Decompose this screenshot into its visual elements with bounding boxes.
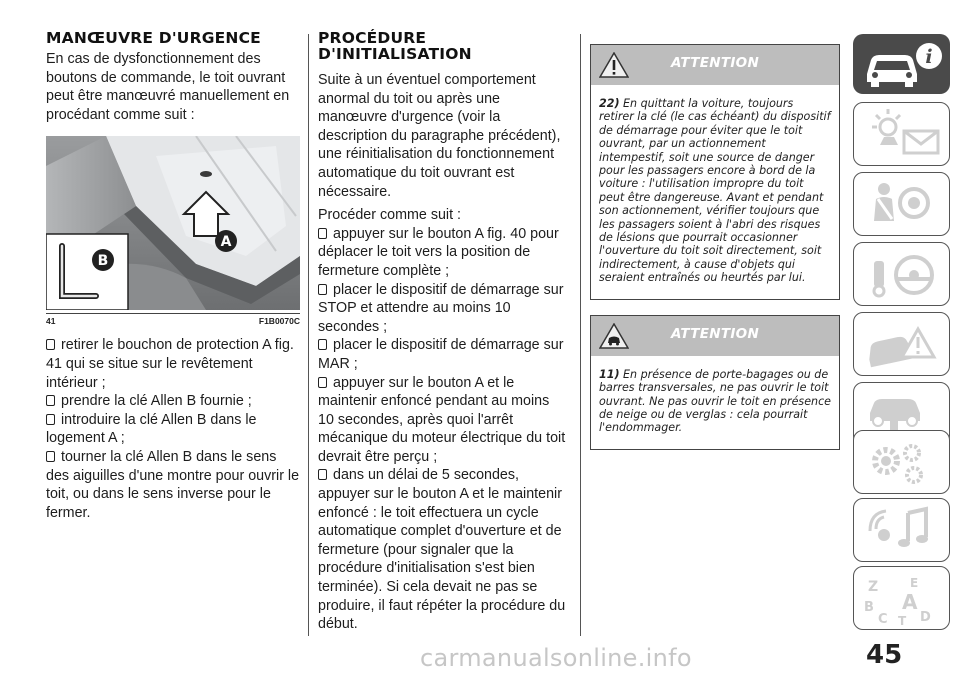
heading-initialisation: PROCÉDURE D'INITIALISATION bbox=[318, 29, 472, 63]
page-number: 45 bbox=[866, 640, 903, 670]
figure-rule bbox=[46, 313, 300, 314]
step-item: dans un délai de 5 secondes, appuyer sur le bouton A et le maintenir enfoncé : le toit effectuera un cycle automatique complet d'ouverture et de fermeture (pour signaler que la procédure d'initialisation s'est bien terminée). Si cela devait ne pas se produire, il faut répéter la procédure du début. bbox=[318, 467, 566, 633]
gears-icon bbox=[854, 431, 948, 492]
step-item: tourner la clé Allen B dans le sens des aiguilles d'une montre pour ouvrir le toit, ou dans le sens inverse pour le fermer. bbox=[46, 448, 300, 521]
column-warnings bbox=[590, 44, 840, 450]
lead-text: Procéder comme suit : bbox=[318, 207, 462, 224]
figure-code: F1B0070C bbox=[258, 316, 300, 327]
step-item: placer le dispositif de démarrage sur STOP et attendre au moins 10 secondes ; bbox=[318, 281, 564, 335]
warning-box-22 bbox=[590, 44, 840, 300]
checkbox-bullet-icon bbox=[46, 339, 55, 350]
step-item: prendre la clé Allen B fournie ; bbox=[46, 392, 300, 411]
svg-text:D: D bbox=[920, 610, 931, 625]
key-steering-icon bbox=[854, 243, 948, 304]
checkbox-bullet-icon bbox=[318, 339, 327, 350]
warning-number: 11) bbox=[599, 367, 620, 381]
warning-header bbox=[591, 45, 839, 85]
column-divider bbox=[580, 34, 581, 636]
multimedia-icon bbox=[854, 499, 948, 560]
checkbox-bullet-icon bbox=[46, 451, 55, 462]
checkbox-bullet-icon bbox=[46, 395, 55, 406]
checkbox-bullet-icon bbox=[46, 414, 55, 425]
step-item: introduire la clé Allen B dans le logement A ; bbox=[46, 411, 257, 447]
column-divider bbox=[308, 34, 309, 636]
warning-box-11 bbox=[590, 315, 840, 450]
tab-starting-driving[interactable] bbox=[853, 242, 950, 306]
heading-emergency-operation: MANŒUVRE D'URGENCE bbox=[46, 29, 261, 47]
warning-header bbox=[591, 316, 839, 356]
step-item: appuyer sur le bouton A et le maintenir enfoncé pendant au moins 10 secondes, après quoi l'arrêt mécanique du moteur électrique du toit devrait être perçu ; bbox=[318, 374, 566, 465]
intro-paragraph: En cas de dysfonctionnement des boutons de commande, le toit ouvrant peut être manœuvré manuellement en procédant comme suit : bbox=[46, 51, 290, 123]
tab-car-info[interactable] bbox=[853, 34, 950, 94]
column-initialisation bbox=[318, 30, 566, 634]
checkbox-bullet-icon bbox=[318, 469, 327, 480]
svg-text:T: T bbox=[898, 614, 907, 628]
figure-caption bbox=[46, 316, 300, 326]
tab-emergency[interactable] bbox=[853, 312, 950, 376]
warning-text: 11) En présence de porte-bagages ou de barres transversales, ne pas ouvrir le toit ouvrant. Ne pas ouvrir le toit en présence de neige ou de verglas : cela pourrait l'endommager. bbox=[599, 367, 831, 435]
dashboard-lights-icon bbox=[854, 103, 948, 164]
warning-title: ATTENTION bbox=[670, 325, 760, 342]
tab-technical-data[interactable] bbox=[853, 430, 950, 494]
checkbox-bullet-icon bbox=[318, 228, 327, 239]
step-item: retirer le bouchon de protection A fig. 41 qui se situe sur le revêtement intérieur ; bbox=[46, 337, 294, 391]
car-emergency-icon bbox=[854, 313, 948, 374]
svg-text:B: B bbox=[864, 600, 874, 615]
figure-41 bbox=[46, 136, 300, 310]
checkbox-bullet-icon bbox=[318, 377, 327, 388]
seatbelt-airbag-icon bbox=[854, 173, 948, 234]
tab-warning-lights[interactable] bbox=[853, 102, 950, 166]
tab-safety[interactable] bbox=[853, 172, 950, 236]
car-info-icon bbox=[853, 34, 950, 94]
checkbox-bullet-icon bbox=[318, 284, 327, 295]
alphabet-index-icon bbox=[854, 567, 948, 628]
svg-text:A: A bbox=[902, 590, 918, 614]
figure-label-b: B bbox=[97, 253, 109, 270]
warning-title: ATTENTION bbox=[670, 55, 760, 71]
column-emergency-operation bbox=[46, 30, 300, 522]
warning-text: 22) En quittant la voiture, toujours retirer la clé (le cas échéant) du dispositif de démarrage pour éviter que le toit ouvrant, par un actionnement intempestif, soit une source de danger pour les passagers encore à bord de la voiture : l'utilisation impropre du toit peut être dangereuse. Avant et pendant son actionnement, vérifier toujours que les passagers soient à l'abri des risques de lésions que pourrait occasionner l'ouverture du toit soit directement, soit indirectement, à cause d'objets qui seraient entraînés ou heurtés par lui. bbox=[599, 97, 831, 285]
figure-label-a: A bbox=[220, 234, 232, 251]
intro-paragraph: Suite à un éventuel comportement anormal du toit ou après une manœuvre d'urgence (voir la description du paragraphe précédent), une réinitialisation du fonctionnement automatique du toit ouvrant est nécessaire. bbox=[318, 72, 561, 200]
svg-text:C: C bbox=[878, 612, 888, 627]
svg-text:E: E bbox=[910, 576, 919, 590]
tab-multimedia[interactable] bbox=[853, 498, 950, 562]
sunroof-illustration bbox=[46, 136, 300, 310]
figure-number: 41 bbox=[46, 316, 56, 327]
svg-text:Z: Z bbox=[868, 579, 879, 595]
step-item: placer le dispositif de démarrage sur MAR ; bbox=[318, 337, 564, 372]
watermark: carmanualsonline.info bbox=[420, 644, 692, 672]
tab-index[interactable] bbox=[853, 566, 950, 630]
svg-text:i: i bbox=[925, 46, 933, 68]
warning-number: 22) bbox=[599, 97, 620, 110]
step-item: appuyer sur le bouton A fig. 40 pour déplacer le toit vers la position de fermeture complète ; bbox=[318, 225, 559, 279]
